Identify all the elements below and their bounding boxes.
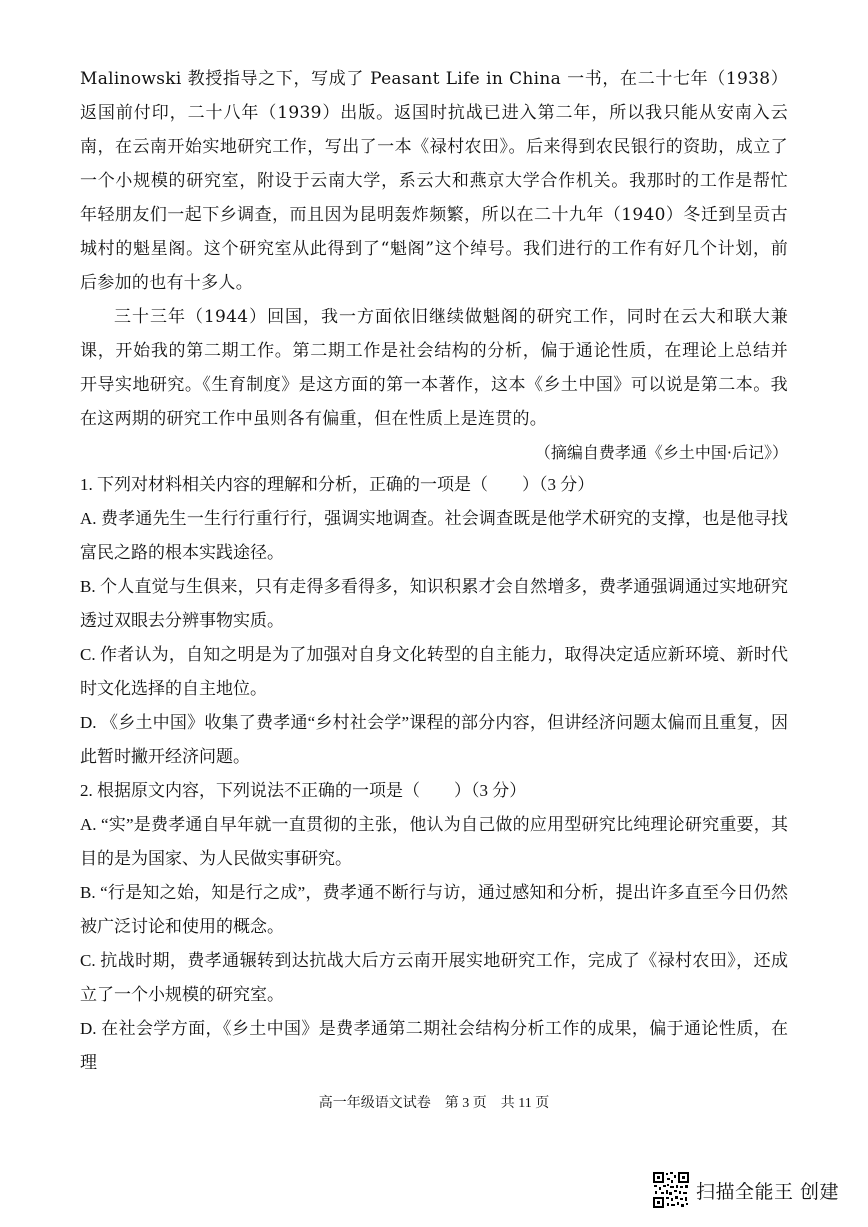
- page-footer: 高一年级语文试卷 第 3 页 共 11 页: [318, 1096, 550, 1111]
- question-1: [80, 468, 788, 774]
- option-c: C. 作者认为，自知之明是为了加强对自身文化转型的自主能力，取得决定适应新环境、新时代时文化选择的自主地位。: [80, 645, 788, 698]
- qr-code-icon: [652, 1171, 690, 1209]
- option-a: A. 费孝通先生一生行行重行行，强调实地调查。社会调查既是他学术研究的支撑，也是他寻找富民之路的根本实践途径。: [80, 509, 788, 562]
- question-stem: 1. 下列对材料相关内容的理解和分析，正确的一项是（ ）（3 分）: [80, 475, 595, 494]
- scanner-label: 扫描全能王 创建: [696, 1180, 840, 1203]
- option-b: B. “行是知之始，知是行之成”，费孝通不断行与访，通过感知和分析，提出许多直至今日仍然被广泛讨论和使用的概念。: [80, 883, 788, 936]
- passage-source: （摘编自费孝通《乡土中国·后记》）: [534, 443, 788, 462]
- option-b: B. 个人直觉与生俱来，只有走得多看得多，知识积累才会自然增多，费孝通强调通过实地研究透过双眼去分辨事物实质。: [80, 577, 788, 630]
- scanner-watermark: [652, 1170, 839, 1210]
- option-c: C. 抗战时期，费孝通辗转到达抗战大后方云南开展实地研究工作，完成了《禄村农田》，还成立了一个小规模的研究室。: [80, 951, 788, 1004]
- option-d: D. 在社会学方面，《乡土中国》是费孝通第二期社会结构分析工作的成果，偏于通论性质，在理: [80, 1019, 788, 1072]
- passage-paragraph-2: 三十三年（1944）回国，我一方面依旧继续做魁阁的研究工作，同时在云大和联大兼课，开始我的第二期工作。第二期工作是社会结构的分析，偏于通论性质，在理论上总结并开导实地研究。《生育制度》是这方面的第一本著作，这本《乡土中国》可以说是第二本。我在这两期的研究工作中虽则各有偏重，但在性质上是连贯的。: [80, 307, 788, 429]
- reading-passage: [80, 62, 788, 470]
- question-2: [80, 774, 788, 1080]
- question-stem: 2. 根据原文内容，下列说法不正确的一项是（ ）（3 分）: [80, 781, 527, 800]
- option-d: D. 《乡土中国》收集了费孝通“乡村社会学”课程的部分内容，但讲经济问题太偏而且重复，因此暂时撇开经济问题。: [80, 713, 788, 766]
- option-a: A. “实”是费孝通自早年就一直贯彻的主张，他认为自己做的应用型研究比纯理论研究重要，其目的是为国家、为人民做实事研究。: [80, 815, 788, 868]
- passage-paragraph-1: Malinowski 教授指导之下，写成了 Peasant Life in China 一书，在二十七年（1938）返国前付印，二十八年（1939）出版。返国时抗战已进入第二年，所以我只能从安南入云南，在云南开始实地研究工作，写出了一本《禄村农田》。后来得到农民银行的资助，成立了一个小规模的研究室，附设于云南大学，系云大和燕京大学合作机关。我那时的工作是帮忙年轻朋友们一起下乡调查，而且因为昆明轰炸频繁，所以在二十九年（1940）冬迁到呈贡古城村的魁星阁。这个研究室从此得到了“魁阁”这个绰号。我们进行的工作有好几个计划，前后参加的也有十多人。: [80, 69, 788, 293]
- question-list: [80, 468, 788, 1080]
